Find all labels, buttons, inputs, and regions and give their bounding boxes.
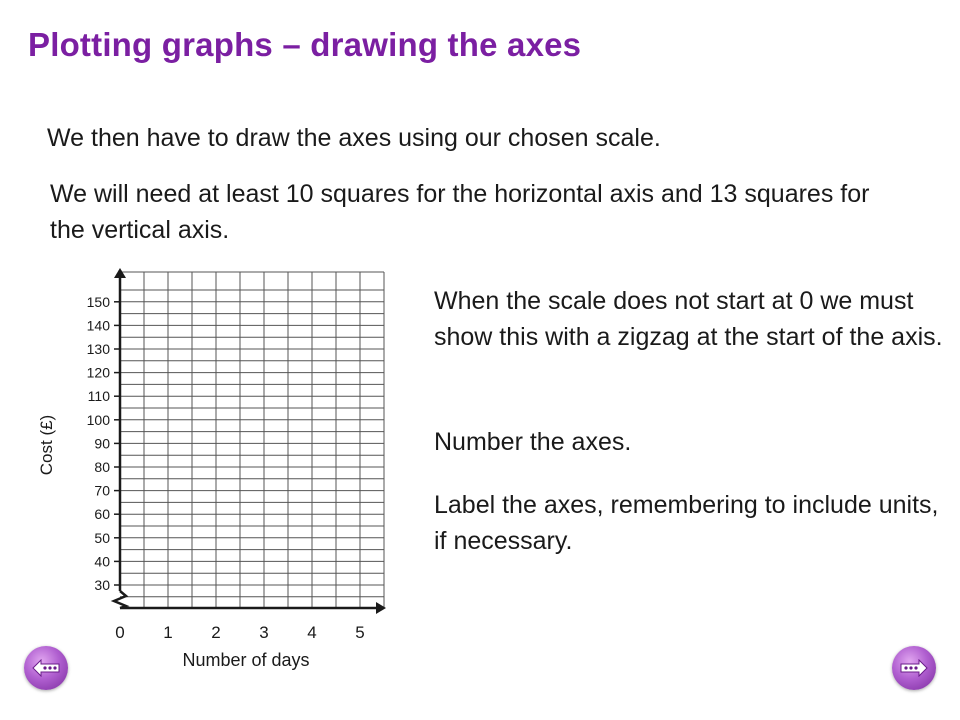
slide-title: Plotting graphs – drawing the axes xyxy=(28,26,582,63)
y-tick-label: 60 xyxy=(94,506,110,523)
x-axis-label: Number of days xyxy=(182,650,310,670)
intro-paragraph: We then have to draw the axes using our chosen scale. xyxy=(47,124,661,152)
y-tick-label: 140 xyxy=(86,317,110,334)
label-axes-paragraph: Label the axes, remembering to include units, if necessary. xyxy=(434,491,939,555)
x-tick-label: 3 xyxy=(259,623,269,642)
axis-break-zigzag xyxy=(114,591,126,608)
y-tick-label: 50 xyxy=(94,529,110,546)
y-tick-label: 30 xyxy=(94,577,110,593)
x-tick-label: 1 xyxy=(163,623,173,642)
left-arrow-icon xyxy=(32,659,60,677)
y-tick-label: 100 xyxy=(86,411,110,428)
y-tick-label: 130 xyxy=(86,341,110,357)
y-tick-label: 70 xyxy=(94,482,110,499)
y-tick-label: 40 xyxy=(94,553,110,570)
y-tick-label: 110 xyxy=(87,388,110,405)
number-axes-paragraph: Number the axes. xyxy=(434,428,632,456)
y-axis-arrow xyxy=(114,268,126,278)
next-slide-button[interactable] xyxy=(892,646,936,690)
right-arrow-icon xyxy=(900,659,928,677)
axes-chart xyxy=(0,260,420,680)
x-tick-label: 5 xyxy=(355,623,365,642)
x-tick-label: 4 xyxy=(307,623,317,642)
y-tick-label: 150 xyxy=(86,293,110,310)
y-axis-label: Cost (£) xyxy=(37,414,56,476)
zigzag-paragraph: When the scale does not start at 0 we must show this with a zigzag at the start of the axis. xyxy=(434,287,943,351)
x-tick-label: 0 xyxy=(115,623,125,642)
y-tick-label: 90 xyxy=(94,435,110,452)
squares-paragraph: We will need at least 10 squares for the horizontal axis and 13 squares for the vertical axis. xyxy=(50,180,870,244)
y-tick-label: 80 xyxy=(94,459,110,475)
previous-slide-button[interactable] xyxy=(24,646,68,690)
y-tick-label: 120 xyxy=(86,364,110,381)
x-tick-label: 2 xyxy=(211,623,221,642)
